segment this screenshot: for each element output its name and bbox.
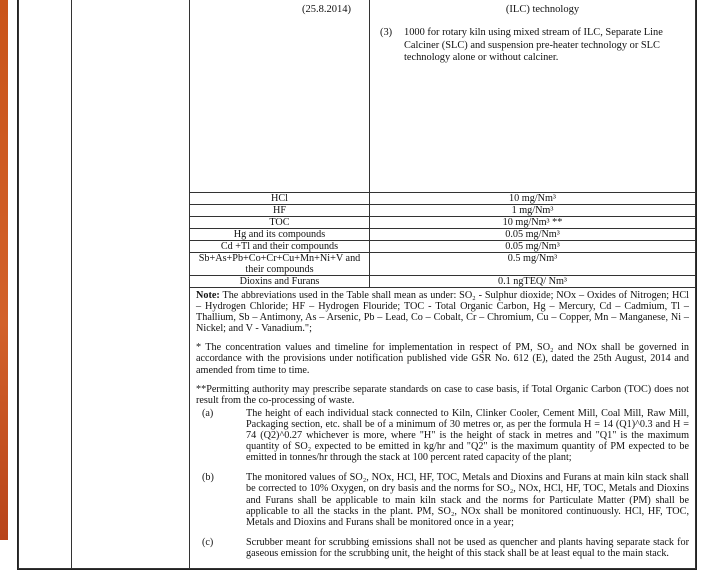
abbreviations-note <box>196 290 689 334</box>
clause-text: The monitored values of SO₂, NOx, HCl, HF, TOC, Metals and Dioxins and Furans at main kiln stack shall be corrected to 10% Oxygen, on dry basis and the norms for SO₂, NOx, HCl, HF, TOC, Metals and Dioxins and Furans shall be applicable to main kiln stack and the norms for Particulate Matter (PM) shall be applicable to all the stacks in the plant. PM, SO₂, NOx shall be monitored continuously. HCl, HF, TOC, Metals and Dioxins and Furans shall be monitored once in a year; <box>246 472 689 528</box>
technology-line: (ILC) technology <box>505 4 580 15</box>
limit-cell: 0.05 mg/Nm³ <box>370 229 696 241</box>
industry-column <box>72 0 190 568</box>
clause-text: The height of each individual stack connected to Kiln, Clinker Cooler, Cement Mill, Coal Mill, Raw Mill, Packaging section, etc. shall be of a minimum of 30 metres or, as per the formula H = 14 (Q1)^0.3 and H = 74 (Q2)^0.27 whichever is more, where "H" is the height of stack in metres and "Q1" is the maximum quantity of SO₂ expected to be emitted in kg/hr and "Q2" is the maximum quantity of PM expected to be emitted in tonnes/hr through the stack at 100 percent rated capacity of the plant; <box>246 407 689 464</box>
emission-standards-table-frame <box>17 0 697 570</box>
technology-item-text: 1000 for rotary kiln using mixed stream of ILC, Separate Line Calciner (SLC) and suspension pre-heater technology or SLC technology alone or without calciner. <box>404 27 663 64</box>
clause-text: Scrubber meant for scrubbing emissions shall not be used as quencher and plants having separate stack for gaseous emission for the scrubbing unit, the height of this stack shall be at least equal to the main stack. <box>246 536 689 559</box>
note-label: Note: <box>196 290 220 301</box>
technology-cell <box>370 0 696 193</box>
limit-cell: 10 mg/Nm³ ** <box>370 217 696 229</box>
parameter-cell: HCl <box>190 193 370 205</box>
concentration-note: * The concentration values and timeline for implementation in respect of PM, SO₂ and NOx shall be governed in accordance with the provisions under notification published vide GSR No. 612 (E), dated the 25th August, 2014 and amended from time to time. <box>196 342 689 376</box>
parameter-cell: Dioxins and Furans <box>190 276 370 288</box>
clause-label: (b) <box>202 472 214 484</box>
technology-item-number: (3) <box>380 27 393 38</box>
clause-label: (c) <box>202 536 214 548</box>
parameter-cell: TOC <box>190 217 370 229</box>
parameter-cell: Sb+As+Pb+Co+Cr+Cu+Mn+Ni+V and their compounds <box>190 253 370 276</box>
toc-note: **Permitting authority may prescribe separate standards on case to case basis, if Total Organic Carbon (TOC) does not result from the co-processing of waste. <box>196 383 689 406</box>
technology-item-3 <box>380 27 685 65</box>
document-page <box>17 0 697 559</box>
clause-c <box>196 537 689 559</box>
clause-a <box>196 408 689 463</box>
parameter-cell: HF <box>190 205 370 217</box>
clause-label: (a) <box>202 407 214 419</box>
slide-edge-accent <box>0 0 8 540</box>
table-row-technology <box>19 0 696 193</box>
clause-b <box>196 472 689 527</box>
limit-cell: 0.1 ngTEQ/ Nm³ <box>370 276 696 288</box>
limit-cell: 10 mg/Nm³ <box>370 193 696 205</box>
effective-date: (25.8.2014) <box>302 4 351 15</box>
emission-standards-table <box>18 0 696 569</box>
serial-number-column <box>19 0 72 568</box>
limit-cell: 0.5 mg/Nm³ <box>370 253 696 276</box>
notes-cell <box>190 288 696 569</box>
limit-cell: 1 mg/Nm³ <box>370 205 696 217</box>
limit-cell: 0.05 mg/Nm³ <box>370 241 696 253</box>
date-cell <box>190 0 370 193</box>
parameter-cell: Cd +Tl and their compounds <box>190 241 370 253</box>
parameter-cell: Hg and its compounds <box>190 229 370 241</box>
note-text: The abbreviations used in the Table shall mean as under: SO₂ - Sulphur dioxide; NOx – Oxides of Nitrogen; HCl – Hydrogen Chloride; HF – Hydrogen Flouride; TOC - Total Organic Carbon, Hg – Mercury, Cd – Cadmium, Tl – Thallium, Sb – Antimony, As – Arsenic, Pb – Lead, Co – Cobalt, Cr – Chromium, Cu – Copper, Mn – Manganese, Ni – Nickel; and V - Vanadium."; <box>196 290 689 335</box>
